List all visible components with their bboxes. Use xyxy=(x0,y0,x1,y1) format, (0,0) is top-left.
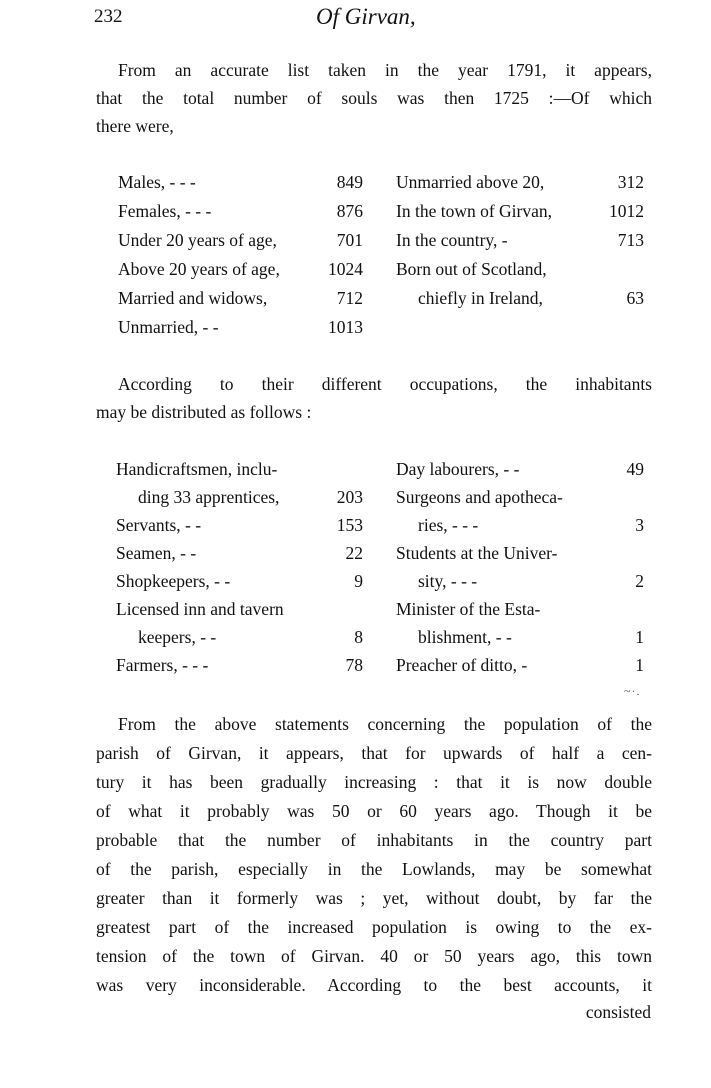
table-row xyxy=(418,515,644,541)
row-value: 712 xyxy=(336,288,363,308)
table-row xyxy=(116,599,363,625)
ink-smudge-mark: ~·. xyxy=(624,684,641,698)
text-line: tury it has been gradually increasing : that it is now double xyxy=(96,772,652,792)
table-row xyxy=(116,459,363,485)
row-label: Students at the Univer- xyxy=(396,543,558,563)
row-label: sity, - - - xyxy=(418,571,478,591)
row-label: Farmers, - - - xyxy=(116,655,209,675)
row-value: 1012 xyxy=(609,201,644,221)
table-row xyxy=(396,230,644,256)
row-label: Handicraftsmen, inclu- xyxy=(116,459,278,479)
table-row xyxy=(116,515,363,541)
text-line: probable that the number of inhabitants in the country part xyxy=(96,830,652,850)
row-label: In the town of Girvan, xyxy=(396,201,553,221)
table-row xyxy=(396,172,644,198)
table-row xyxy=(396,201,644,227)
row-label: Shopkeepers, - - xyxy=(116,571,231,591)
row-value: 78 xyxy=(345,655,363,675)
table-row xyxy=(418,571,644,597)
row-label: Above 20 years of age, xyxy=(118,259,280,279)
text-line: From the above statements concerning the population of the xyxy=(118,714,652,734)
row-value: 713 xyxy=(617,230,644,250)
row-value: 3 xyxy=(635,515,644,535)
row-label: ries, - - - xyxy=(418,515,479,535)
row-label: Surgeons and apotheca- xyxy=(396,487,563,507)
row-label: keepers, - - xyxy=(138,627,217,647)
page-number: 232 xyxy=(94,6,123,27)
row-label: Servants, - - xyxy=(116,515,202,535)
table-row xyxy=(118,201,363,227)
text-line: there were, xyxy=(96,116,174,136)
table-row xyxy=(418,627,644,653)
row-label: Under 20 years of age, xyxy=(118,230,277,250)
row-label: Day labourers, - - xyxy=(396,459,520,479)
table-row xyxy=(396,599,644,625)
row-label: ding 33 apprentices, xyxy=(138,487,280,507)
row-value: 153 xyxy=(336,515,363,535)
row-value: 8 xyxy=(354,627,363,647)
row-value: 1024 xyxy=(328,259,363,279)
row-label: In the country, - xyxy=(396,230,508,250)
row-label: Married and widows, xyxy=(118,288,268,308)
table-row xyxy=(118,259,363,285)
row-label: Born out of Scotland, xyxy=(396,259,547,279)
text-line: tension of the town of Girvan. 40 or 50 years ago, this town xyxy=(96,946,652,966)
text-line: of the parish, especially in the Lowlands, may be somewhat xyxy=(96,859,652,879)
table-row xyxy=(116,571,363,597)
row-label: Females, - - - xyxy=(118,201,212,221)
table-row xyxy=(396,259,644,285)
text-line: of what it probably was 50 or 60 years ago. Though it be xyxy=(96,801,652,821)
row-value: 22 xyxy=(345,543,363,563)
row-label: Preacher of ditto, - xyxy=(396,655,528,675)
row-value: 1 xyxy=(635,655,644,675)
table-row xyxy=(118,172,363,198)
text-line: From an accurate list taken in the year 1791, it appears, xyxy=(118,60,652,80)
row-label: blishment, - - xyxy=(418,627,512,647)
row-label: Licensed inn and tavern xyxy=(116,599,284,619)
table-row xyxy=(418,288,644,314)
table-row xyxy=(118,317,363,343)
running-head: Of Girvan, xyxy=(316,4,416,29)
text-line: greater than it formerly was ; yet, without doubt, by far the xyxy=(96,888,652,908)
text-line: greatest part of the increased population is owing to the ex- xyxy=(96,917,652,937)
table-row xyxy=(116,543,363,569)
row-value: 876 xyxy=(336,201,363,221)
row-value: 203 xyxy=(336,487,363,507)
catchword: consisted xyxy=(585,1002,651,1022)
row-label: Minister of the Esta- xyxy=(396,599,541,619)
row-value: 701 xyxy=(336,230,363,250)
row-label: Unmarried above 20, xyxy=(396,172,545,192)
table-row xyxy=(396,655,644,681)
row-label: Seamen, - - xyxy=(116,543,197,563)
table-row xyxy=(138,627,363,653)
table-row xyxy=(396,487,644,513)
row-value: 1013 xyxy=(328,317,363,337)
text-line: may be distributed as follows : xyxy=(96,402,312,422)
row-value: 849 xyxy=(336,172,363,192)
text-line: According to their different occupations, the inhabitants xyxy=(118,374,652,394)
row-label: chiefly in Ireland, xyxy=(418,288,543,308)
row-value: 1 xyxy=(635,627,644,647)
row-value: 49 xyxy=(626,459,644,479)
row-label: Males, - - - xyxy=(118,172,196,192)
table-row xyxy=(138,487,363,513)
row-label: Unmarried, - - xyxy=(118,317,219,337)
table-row xyxy=(118,288,363,314)
text-line: parish of Girvan, it appears, that for upwards of half a cen- xyxy=(96,743,652,763)
table-row xyxy=(116,655,363,681)
row-value: 312 xyxy=(617,172,644,192)
table-row xyxy=(396,543,644,569)
text-line: was very inconsiderable. According to the best accounts, it xyxy=(96,975,652,995)
row-value: 2 xyxy=(635,571,644,591)
row-value: 63 xyxy=(626,288,644,308)
table-row xyxy=(396,459,644,485)
table-row xyxy=(118,230,363,256)
row-value: 9 xyxy=(354,571,363,591)
text-line: that the total number of souls was then 1725 :—Of which xyxy=(96,88,652,108)
